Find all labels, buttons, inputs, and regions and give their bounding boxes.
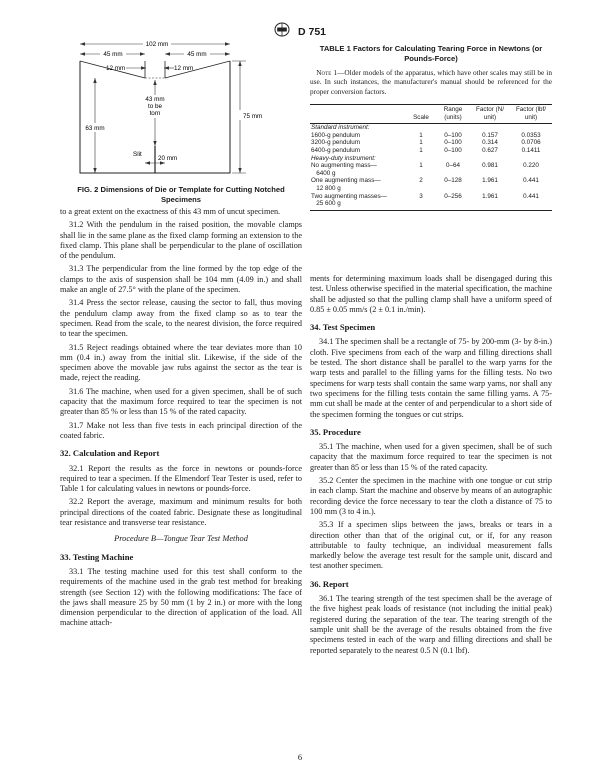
cell-scale: 1: [419, 146, 423, 154]
cell-label-line1: Two augmenting masses—: [311, 192, 387, 200]
procedure-b-title: Procedure B—Tongue Tear Test Method: [114, 534, 248, 544]
dim-center-line2: to be: [147, 103, 163, 110]
cell-scale: 1: [419, 131, 423, 139]
document-designation: D 751: [297, 26, 327, 38]
table-category: Heavy-duty instrument:: [311, 154, 376, 162]
paragraph-31-3: 31.3 The perpendicular from the line formed by the top edge of the clamps to the axis of suspension shall be 104 mm (4.09 in.) and shall make an angle of 27.5° with the plane of the specimen.: [60, 264, 302, 295]
dim-left-height: 63 mm: [85, 125, 105, 132]
paragraph-34-1: 34.1 The specimen shall be a rectangle of 75- by 200-mm (3- by 8-in.) cloth. Five specimens from each of the warp and filling directions shall be tested. The short distance shall be parallel to the warp yarns for the warp tests and parallel to the filling yarns for the filling tests. No two specimens for warp tests shall contain the same warp yarns, nor shall any two specimens for the filling tests contain the same filling yarns. A 75-mm cut shall be made at the center of and perpendicular to a short side of the specimen forming the tongues or cut strips.: [310, 337, 552, 419]
col-header-scale: Scale: [406, 105, 436, 124]
page-number: 6: [297, 752, 303, 762]
cell-label-line2: 25 600 g: [316, 200, 341, 208]
factors-table: [310, 104, 552, 211]
cell-label: [310, 177, 406, 192]
cell-label: [310, 162, 406, 177]
table-row: [310, 147, 552, 155]
cell-label: 6400-g pendulum: [311, 146, 361, 154]
table-row: [310, 155, 552, 163]
table-note-label: Note 1: [316, 68, 338, 77]
paragraph-31-5: 31.5 Reject readings obtained where the tear deviates more than 10 mm (0.4 in.) away from the initial slit. Likewise, if the side of the specimen above the movable jaw rubs against the sector as the tear is made, reject the reading.: [60, 342, 302, 383]
cell-scale: 3: [406, 193, 436, 211]
cell-factor-n: 0.627: [482, 146, 498, 154]
cell-range: 0–256: [436, 193, 470, 211]
paragraph-31-7: 31.7 Make not less than five tests in each principal direction of the coated fabric.: [60, 420, 302, 440]
section-heading-34: 34. Test Specimen: [310, 322, 376, 333]
section-heading-33: 33. Testing Machine: [60, 551, 134, 562]
cell-factor-n: 0.314: [482, 139, 498, 147]
cell-label: 3200-g pendulum: [311, 139, 361, 147]
cell-range: 0–100: [444, 139, 462, 147]
table-row: [310, 139, 552, 147]
paragraph-continued: to a great extent on the exactness of this 43 mm of uncut specimen.: [60, 207, 281, 216]
table-row: [310, 124, 552, 132]
cell-factor-n: 1.961: [470, 193, 510, 211]
col-header-factor-lbf: Factor (lbf/ unit): [510, 105, 552, 124]
col-header-range: Range (units): [436, 105, 470, 124]
paragraph-35-1: 35.1 The machine, when used for a given specimen, shall be of such capacity that the maximum force required to tear the specimen is not greater than 85 or less than 15 % of the rated capacity.: [310, 442, 552, 472]
paragraph-32-1: 32.1 Report the results as the force in newtons or pounds-force required to tear a specimen. If the Elmendorf Tear Tester is used, refer to Table 1 for calculating values in newtons or pounds-force.: [60, 463, 302, 494]
paragraph-31-4: 31.4 Press the sector release, causing the sector to fall, thus moving the pendulum clamp away from the fixed clamp so as to tear the specimen. Read from the scale, to the nearest division, the force required to tear the specimen.: [60, 298, 302, 339]
cell-range: 0–100: [444, 146, 462, 154]
cell-factor-lbf: 0.220: [523, 162, 539, 170]
cell-label-line2: 12 800 g: [316, 184, 341, 192]
dim-slit-width: 20 mm: [158, 155, 178, 162]
cell-factor-lbf: 0.441: [510, 193, 552, 211]
cell-scale: 1: [419, 162, 423, 170]
table-title: TABLE 1 Factors for Calculating Tearing Force in Newtons (or Pounds-Force): [319, 44, 543, 63]
right-column: [310, 274, 552, 659]
dim-right-top: 12 mm: [174, 65, 194, 72]
cell-label-line2: 6400 g: [316, 169, 336, 177]
dim-overall-width: 102 mm: [145, 41, 169, 48]
cell-range: 0–100: [444, 131, 462, 139]
slit-label: Slit: [133, 151, 142, 158]
paragraph-31-6: 31.6 The machine, when used for a given specimen, shall be of such capacity that the maximum force required to tear the specimen is not greater than 85 % or less than 15 % of the rated capacity.: [60, 386, 302, 417]
cell-label: [310, 193, 406, 211]
table-row: [310, 177, 552, 192]
dim-center-line1: 43 mm: [145, 96, 165, 103]
figure-die-template: [60, 38, 302, 188]
cell-label-line1: One augmenting mass—: [311, 177, 381, 185]
paragraph-continued: ments for determining maximum loads shall be disengaged during this test. Unless otherwise specified in the material specification, the machine shall be adjusted so that the pulling clamp shall have a uniform speed of 0.85 ± 0.05 mm/s (2 ± 0.1 in./min).: [310, 274, 552, 314]
table-row: [310, 193, 552, 211]
table-note: [310, 68, 552, 96]
cell-scale: 2: [419, 177, 423, 185]
cell-factor-lbf: 0.441: [523, 177, 539, 185]
paragraph-31-2: 31.2 With the pendulum in the raised position, the movable clamps shall lie in the same plane as the fixed clamp forming an extension to the fixed clamp. This plane shall be perpendicular to the plane of oscillation of the pendulum.: [60, 220, 302, 261]
cell-factor-n: 0.981: [482, 162, 498, 170]
table-row: [310, 162, 552, 177]
section-heading-36: 36. Report: [310, 578, 349, 589]
cell-label-line1: No augmenting mass—: [311, 162, 377, 170]
dim-center-line3: torn: [149, 110, 161, 117]
table-header-row: [310, 105, 552, 124]
cell-factor-lbf: 0.1411: [521, 146, 541, 154]
cell-range: 0–64: [445, 162, 460, 170]
paragraph-35-2: 35.2 Center the specimen in the machine with one tongue or cut strip in each clamp. Start the machine and observe by means of an autographic recording device the force necessary to tear the cloth a distance of 75 to 100 mm (3 to 4 in.).: [310, 476, 552, 516]
cell-range: 0–128: [444, 177, 462, 185]
table-note-text: —Older models of the apparatus, which have other scales may still be in use. In such instances, the manufacturer's manual should be referenced for the proper conversion factors.: [310, 68, 552, 96]
dim-left-width: 45 mm: [103, 51, 123, 58]
cell-factor-n: 1.961: [482, 177, 498, 185]
section-heading-35: 35. Procedure: [310, 426, 361, 437]
paragraph-35-3: 35.3 If a specimen slips between the jaws, breaks or tears in a direction other than that of the original cut, or if, for any reason attributable to faulty technique, an individual measurement falls markedly below the average test result for the sample unit, discard and test another specimen.: [310, 520, 552, 571]
table-row: [310, 132, 552, 140]
col-header-factor-n: Factor (N/ unit): [470, 105, 510, 124]
cell-scale: 1: [419, 139, 423, 147]
paragraph-33-1: 33.1 The testing machine used for this test shall conform to the requirements of the machine used in the grab test method for breaking strength (see Section 12) with the following modifications: The face of the jaws shall measure 25 by 50 mm (1 by 2 in.) or more with the long dimension perpendicular to the direction of application of the load. All machine attach-: [60, 566, 302, 628]
left-column: [60, 207, 302, 632]
table-category: Standard instrument:: [311, 124, 370, 132]
cell-factor-n: 0.157: [482, 131, 498, 139]
dim-right-width: 45 mm: [187, 51, 207, 58]
dim-left-top: 12 mm: [106, 65, 126, 72]
cell-label: 1600-g pendulum: [311, 131, 361, 139]
paragraph-36-1: 36.1 The tearing strength of the test specimen shall be the average of the five highest peak loads of resistance (not including the initial peak) registered during the separation of the tear. The tearing strength of the sample unit shall be the average of the results obtained from the five specimens tested in each of the warp and filling directions and shall be reported separately to the nearest 0.5 N (0.1 lbf).: [310, 594, 552, 655]
paragraph-32-2: 32.2 Report the average, maximum and minimum results for both principal directions of the coated fabric. Designate these as longitudinal tear resistance and transverse tear resistance.: [60, 497, 302, 528]
figure-caption: FIG. 2 Dimensions of Die or Template for Cutting Notched Specimens: [77, 185, 285, 204]
cell-factor-lbf: 0.0706: [521, 139, 541, 147]
col-header-label: [310, 105, 406, 124]
dim-right-height: 75 mm: [243, 113, 263, 120]
section-heading-32: 32. Calculation and Report: [60, 448, 160, 459]
cell-factor-lbf: 0.0353: [521, 131, 541, 139]
